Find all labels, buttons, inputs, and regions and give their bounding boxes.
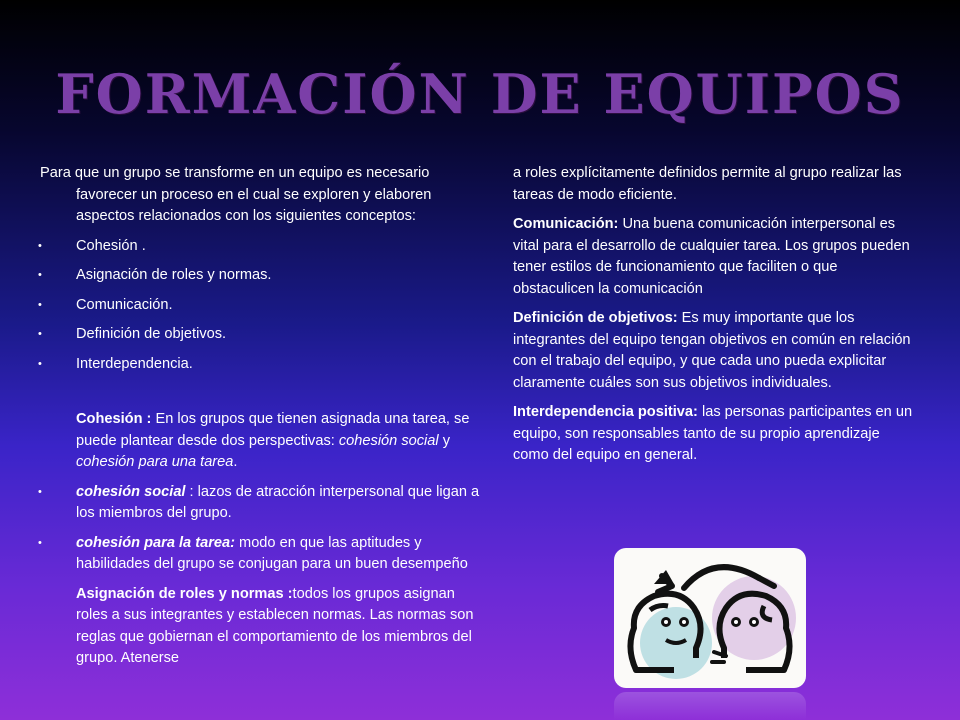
cohesion-text: En los grupos que tienen asignada una tarea, se puede plantear desde dos perspectivas: [76,411,470,449]
communication-paragraph [513,214,913,300]
bullet-icon: • [38,357,42,370]
left-column [38,163,488,678]
sub1-label: cohesión social [76,483,186,500]
sub2-text: modo en que las aptitudes y habilidades del grupo se conjugan para un buen desempeño [76,534,468,572]
roles-paragraph [38,584,488,670]
list-item [38,265,488,287]
intro-paragraph: Para que un grupo se transforme en un equipo es necesario favorecer un proceso en el cual se exploren y elaboren aspectos relacionados con los siguientes conceptos: [40,165,432,224]
bullet-icon: • [38,536,42,549]
bullet-text: Definición de objetivos. [76,326,227,342]
sub2-label: cohesión para la tarea: [76,534,235,551]
two-people-exchange-icon [614,548,806,688]
roles-text: todos los grupos asignan roles a sus integrantes y establecen normas. Las normas son reglas que gobiernan el comportamiento de los miembros del grupo. Atenerse [76,585,474,666]
cohesion-end: . [233,454,238,470]
roles-continuation: a roles explícitamente definidos permite al grupo realizar las tareas de modo eficiente. [513,165,902,203]
bullet-icon: • [38,485,42,498]
interdependence-paragraph [513,402,913,467]
communication-text: Una buena comunicación interpersonal es vital para el desarrollo de cualquier tarea. Los grupos pueden tener estilos de funcionamiento que faciliten o que obstaculicen la comunicación [513,216,910,297]
bullet-icon: • [38,298,42,311]
bullet-text: Cohesión . [76,237,146,254]
slide-title: FORMACIÓN DE EQUIPOS [55,62,905,126]
communication-label: Comunicación: [513,216,619,232]
cohesion-connector: y [438,432,451,449]
interdependence-label: Interdependencia positiva: [513,404,698,420]
objectives-label: Definición de objetivos: [513,310,678,326]
list-item [38,236,488,258]
bullet-text: Comunicación. [76,296,173,313]
objectives-paragraph [513,308,913,394]
bullet-text: Asignación de roles y normas. [76,267,272,283]
bullet-icon: • [38,269,42,281]
roles-label: Asignación de roles y normas : [76,585,293,602]
cohesion-social-term: cohesión social [338,432,439,449]
bullet-text: Interdependencia. [76,355,193,372]
cohesion-label: Cohesión : [76,411,152,427]
list-item [38,295,488,317]
cohesion-paragraph [38,409,488,474]
interdependence-text: las personas participantes en un equipo, son responsables tanto de su propio aprendizaje como del equipo en general. [513,404,913,463]
right-column [513,163,913,475]
list-item [38,324,488,346]
list-item [38,354,488,376]
bullet-icon: • [38,328,42,340]
objectives-text: Es muy importante que los integrantes del equipo tengan objetivos en común en relación con el trabajo del equipo, y que cada uno pueda explicitar claramente cuáles son sus objetivos individuales. [513,310,911,391]
icon-reflection [614,692,806,720]
sub1-text: : lazos de atracción interpersonal que ligan a los miembros del grupo. [76,483,480,521]
cohesion-task-term: cohesión para una tarea [76,454,234,470]
bullet-icon: • [38,239,42,252]
list-item [38,482,488,525]
list-item [38,533,488,576]
